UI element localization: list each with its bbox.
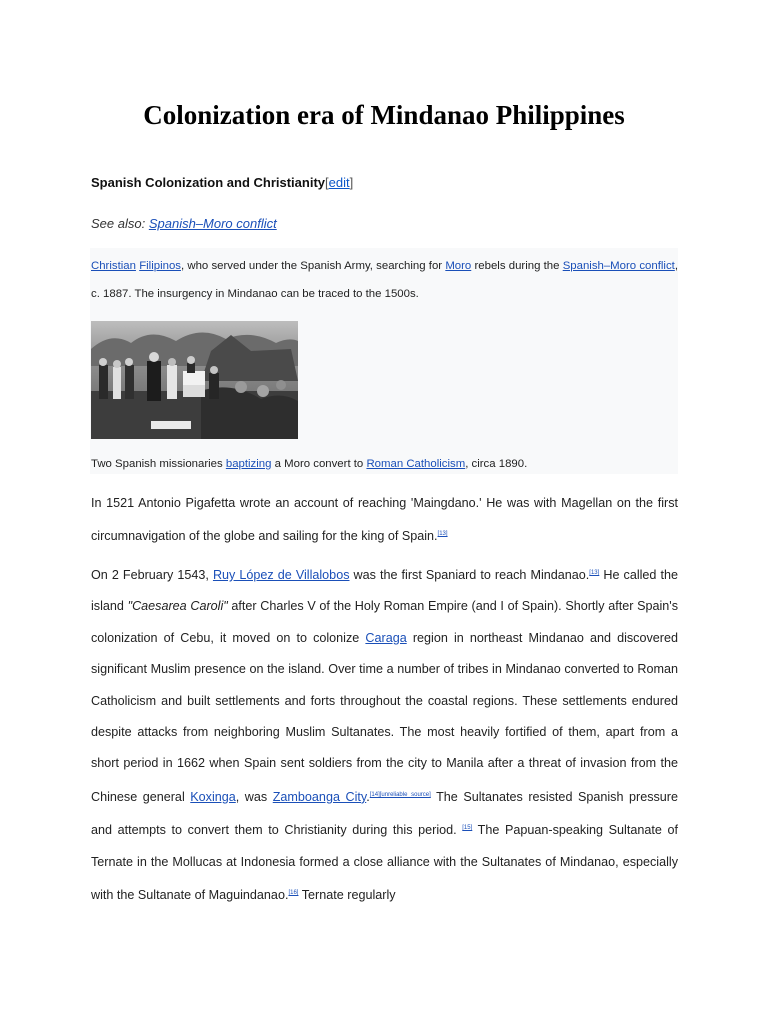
link-roman-catholicism[interactable]: Roman Catholicism <box>366 458 466 470</box>
ref-link[interactable]: [13] <box>437 531 448 538</box>
page-title: Colonization era of Mindanao Philippines <box>143 100 625 130</box>
link-villalobos[interactable]: Ruy López de Villalobos <box>212 568 350 582</box>
edit-link[interactable]: edit <box>328 175 350 190</box>
link-christian[interactable]: Christian <box>91 260 136 272</box>
link-koxinga[interactable]: Koxinga <box>190 789 236 804</box>
section-heading <box>91 175 353 190</box>
ref-link[interactable]: [13] <box>589 570 600 576</box>
link-filipinos[interactable]: Filipinos <box>139 260 181 272</box>
link-moro[interactable]: Moro <box>445 260 472 272</box>
paragraph-villalobos: On 2 February 1543, Ruy López de Villalobos was the first Spaniard to reach Mindanao.[13] He called the island "Caesarea Caroli" after Charles V of the Holy Roman Empire (and I of Spain). Shortly after Spain's colonization of Cebu, it moved on to colonize Caraga region in northeast Mindanao and discovered significant Muslim presence on the island. Over time a number of tribes in Mindanao converted to Roman Catholicism and built settlements and forts throughout the coastal regions. These settlements endured despite attacks from neighboring Muslim Sultanates. The most heavily fortified of them, apart from a short period in 1662 when Spain sent soldiers from the city to Manila after a threat of invasion from the Chinese general Koxinga, was Zamboanga City.[14][unreliable source] The Sultanates resisted Spanish pressure and attempts to convert them to Christianity during this period. [15] The Papuan-speaking Sultanate of Ternate in the Mollucas at Indonesia formed a close alliance with the Sultanates of Mindanao, especially with the Sultanate of Maguindanao.[16] Ternate regularly <box>91 568 678 903</box>
figure-caption-1: Christian Filipinos, who served under the Spanish Army, searching for Moro rebels during the Spanish–Moro conflict, c. 1887. The insurgency in Mindanao can be traced to the 1500s. <box>91 260 678 300</box>
see-also-link[interactable]: Spanish–Moro conflict <box>148 216 277 231</box>
see-also-hatnote <box>91 216 277 231</box>
edit-section: [edit] <box>325 175 354 190</box>
link-zamboanga-city[interactable]: Zamboanga City <box>272 789 367 804</box>
link-caraga[interactable]: Caraga <box>365 630 407 645</box>
ref-link[interactable]: [15] <box>462 825 473 832</box>
section-heading-text: Spanish Colonization and Christianity <box>91 175 326 190</box>
link-spanish-moro-conflict[interactable]: Spanish–Moro conflict <box>562 260 675 272</box>
paragraph-pigafetta: In 1521 Antonio Pigafetta wrote an account of reaching 'Maingdano.' He was with Magellan on the first circumnavigation of the globe and sailing for the king of Spain.[13] <box>91 496 678 544</box>
figure-caption-2: Two Spanish missionaries baptizing a Moro convert to Roman Catholicism, circa 1890. <box>91 458 528 470</box>
italic-name: "Caesarea Caroli" <box>127 599 228 614</box>
ref-link[interactable]: [14][unreliable source] <box>369 791 431 798</box>
missionaries-photo[interactable] <box>91 321 298 439</box>
link-baptizing[interactable]: baptizing <box>225 458 272 470</box>
photo-image <box>91 321 298 439</box>
ref-link[interactable]: [16] <box>288 890 299 897</box>
see-also-prefix: See also: <box>91 216 149 231</box>
